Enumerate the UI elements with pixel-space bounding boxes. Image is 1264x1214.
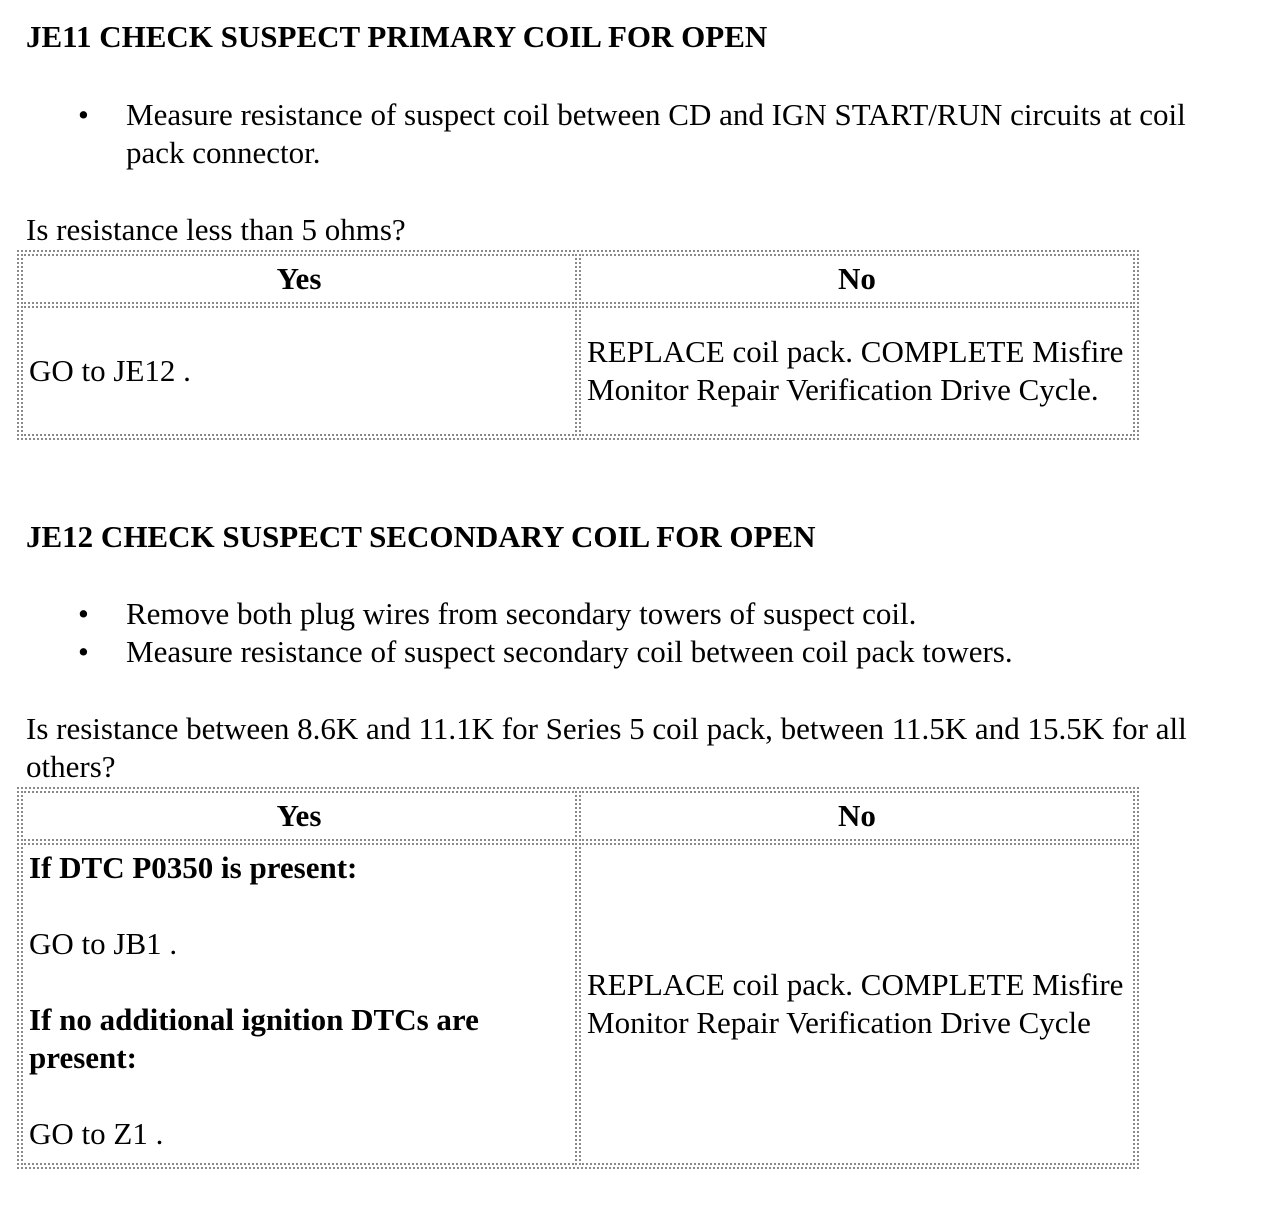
yes-action-1: GO to JB1 .	[29, 926, 178, 961]
je11-question: Is resistance less than 5 ohms?	[26, 212, 406, 247]
column-header-no: No	[579, 254, 1135, 304]
bullet-icon: •	[78, 634, 89, 669]
column-header-yes: Yes	[21, 254, 577, 304]
step-text: Remove both plug wires from secondary towers of suspect coil.	[126, 596, 917, 631]
je12-steps	[26, 595, 1236, 671]
list-item	[26, 633, 1236, 671]
step-text: Measure resistance of suspect secondary coil between coil pack towers.	[126, 634, 1013, 669]
yes-condition-2: If no additional ignition DTCs are present:	[29, 1002, 479, 1075]
no-action-text: REPLACE coil pack. COMPLETE Misfire Monitor Repair Verification Drive Cycle	[587, 967, 1124, 1040]
table-row	[21, 843, 1135, 1165]
je11-answer-table	[17, 250, 1139, 440]
table-header-row	[21, 791, 1135, 841]
je11-heading: JE11 CHECK SUSPECT PRIMARY COIL FOR OPEN	[26, 19, 768, 54]
je12-question-wrap	[26, 710, 1206, 786]
yes-action-2: GO to Z1 .	[29, 1116, 164, 1151]
je11-steps	[26, 96, 1236, 172]
no-cell	[579, 843, 1135, 1165]
table-header-row	[21, 254, 1135, 304]
column-header-yes: Yes	[21, 791, 577, 841]
column-header-no: No	[579, 791, 1135, 841]
yes-action-text: GO to JE12 .	[29, 353, 191, 388]
je12-section	[26, 518, 1236, 556]
je11-question-wrap	[26, 211, 1236, 249]
je12-heading: JE12 CHECK SUSPECT SECONDARY COIL FOR OPEN	[26, 519, 816, 554]
je12-answer-table	[17, 787, 1139, 1169]
bullet-icon: •	[78, 596, 89, 631]
no-action-text: REPLACE coil pack. COMPLETE Misfire Monitor Repair Verification Drive Cycle.	[587, 334, 1124, 407]
yes-cell	[21, 843, 577, 1165]
table-row	[21, 306, 1135, 436]
yes-cell	[21, 306, 577, 436]
step-text: Measure resistance of suspect coil between CD and IGN START/RUN circuits at coil pack connector.	[126, 97, 1186, 170]
no-cell	[579, 306, 1135, 436]
list-item	[26, 595, 1236, 633]
je12-question: Is resistance between 8.6K and 11.1K for Series 5 coil pack, between 11.5K and 15.5K for all others?	[26, 711, 1187, 784]
yes-condition-1: If DTC P0350 is present:	[29, 850, 358, 885]
list-item	[26, 96, 1236, 172]
bullet-icon: •	[78, 97, 89, 132]
je11-section	[26, 18, 1236, 56]
